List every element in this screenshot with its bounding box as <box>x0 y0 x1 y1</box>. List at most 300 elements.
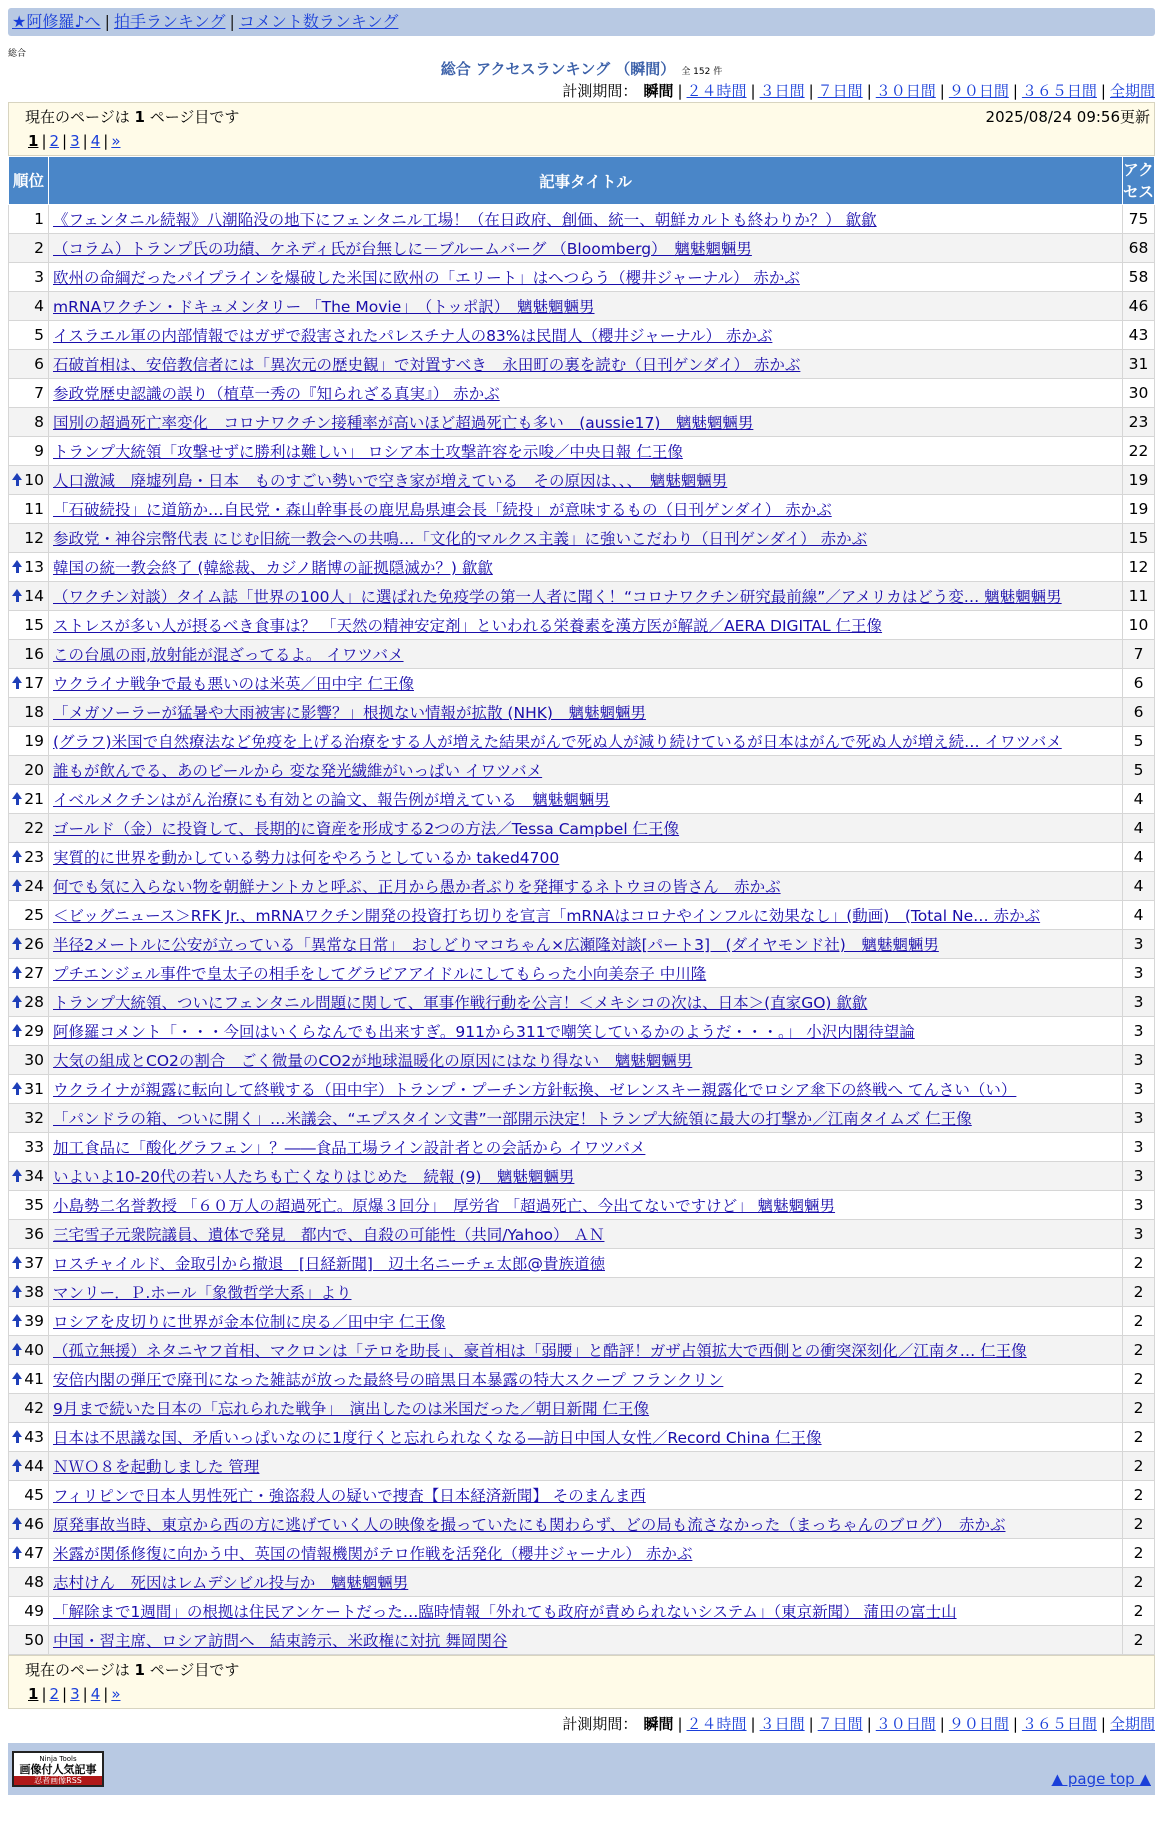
rank-number: 14 <box>24 587 44 605</box>
period-all-link[interactable]: 全期間 <box>1109 82 1155 100</box>
title-cell <box>49 1568 1123 1597</box>
col-title-header: 記事タイトル <box>49 157 1123 205</box>
page-link-3[interactable]: 3 <box>70 1685 80 1703</box>
page-link-3[interactable]: 3 <box>70 132 80 150</box>
table-row <box>9 1365 1155 1394</box>
rank-number: 3 <box>34 268 44 286</box>
rank-up-arrow-icon <box>12 1372 22 1379</box>
rank-number: 28 <box>24 993 44 1011</box>
article-title-link[interactable]: 国別の超過死亡率変化 コロナワクチン接種率が高いほど超過死亡も多い (aussie17) 魑魅魍魎男 <box>53 414 754 432</box>
period-7d-link[interactable]: ７日間 <box>817 82 863 100</box>
rank-number: 27 <box>24 964 44 982</box>
title-cell <box>49 814 1123 843</box>
rank-cell <box>9 205 49 234</box>
period-all-link[interactable]: 全期間 <box>1109 1715 1155 1733</box>
rank-number: 43 <box>24 1428 44 1446</box>
title-cell <box>49 1365 1123 1394</box>
rank-cell <box>9 379 49 408</box>
access-count: 31 <box>1123 350 1155 379</box>
article-title-link[interactable]: 参政党・神谷宗幣代表 にじむ旧統一教会への共鳴…「文化的マルクス主義」に強いこだわり（日刊ゲンダイ） 赤かぶ <box>53 530 868 548</box>
title-cell <box>49 524 1123 553</box>
article-title-link[interactable]: フィリピンで日本人男性死亡・強盗殺人の疑いで捜査【日本経済新聞】 そのまんま西 <box>53 1487 646 1505</box>
article-title-link[interactable]: （ワクチン対談）タイム誌「世界の100人」に選ばれた免疫学の第一人者に聞く！“コロナワクチン研究最前線”／アメリカはどう変… 魑魅魍魎男 <box>53 588 1062 606</box>
article-title-link[interactable]: （孤立無援）ネタニヤフ首相、マクロンは「テロを助長」、豪首相は「弱腰」と酷評！ガザ占領拡大で西側との衝突深刻化／江南タ… 仁王像 <box>53 1342 1027 1360</box>
rank-up-arrow-icon <box>12 1285 22 1292</box>
period-365d-link[interactable]: ３６５日間 <box>1021 1715 1097 1733</box>
article-title-link[interactable]: 米露が関係修復に向かう中、英国の情報機関がテロ作戦を活発化（櫻井ジャーナル） 赤かぶ <box>53 1545 693 1563</box>
rank-cell <box>9 1075 49 1104</box>
article-title-link[interactable]: ＜ビッグニュース＞RFK Jr.、mRNAワクチン開発の投資打ち切りを宣言「mRNAはコロナやインフルに効果なし」(動画) (Total Ne… 赤かぶ <box>53 907 1041 925</box>
access-count: 68 <box>1123 234 1155 263</box>
article-title-link[interactable]: 大気の組成とCO2の割合 ごく微量のCO2が地球温暖化の原因にはなり得ない 魑魅魍魎男 <box>53 1052 693 1070</box>
rank-cell <box>9 814 49 843</box>
table-row <box>9 466 1155 495</box>
title-cell <box>49 350 1123 379</box>
article-title-link[interactable]: 三宅雪子元衆院議員、遺体で発見 都内で、自殺の可能性（共同/Yahoo） ＡＮ <box>53 1226 605 1244</box>
access-count: 3 <box>1123 1191 1155 1220</box>
ninja-tools-badge[interactable] <box>12 1751 104 1787</box>
rank-number: 36 <box>24 1225 44 1243</box>
rank-number: 46 <box>24 1515 44 1533</box>
title-cell <box>49 1452 1123 1481</box>
page-info-bottom <box>8 1655 1155 1709</box>
article-title-link[interactable]: マンリー．Ｐ.ホール「象徴哲学大系」より <box>53 1284 352 1302</box>
table-row <box>9 814 1155 843</box>
table-row <box>9 1133 1155 1162</box>
rank-cell <box>9 263 49 292</box>
table-row <box>9 1249 1155 1278</box>
table-row <box>9 350 1155 379</box>
table-row <box>9 1597 1155 1626</box>
rank-number: 15 <box>24 616 44 634</box>
article-title-link[interactable]: 欧州の命綱だったパイプラインを爆破した米国に欧州の「エリート」はへつらう（櫻井ジャーナル） 赤かぶ <box>53 269 800 287</box>
article-title-link[interactable]: （コラム）トランプ氏の功績、ケネディ氏が台無しに－ブルームバーグ （Bloomberg） 魑魅魍魎男 <box>53 240 752 258</box>
article-title-link[interactable]: 安倍内閣の弾圧で廃刊になった雑誌が放った最終号の暗黒日本暴露の特大スクープ フランクリン <box>53 1371 724 1389</box>
access-count: 6 <box>1123 669 1155 698</box>
access-count: 2 <box>1123 1365 1155 1394</box>
access-count: 4 <box>1123 843 1155 872</box>
rank-cell <box>9 1452 49 1481</box>
updated-timestamp: 2025/08/24 09:56更新 <box>985 108 1150 126</box>
article-title-link[interactable]: 原発事故当時、東京から西の方に逃げていく人の映像を撮っていたにも関わらず、どの局も流さなかった（まっちゃんのブログ） 赤かぶ <box>53 1516 1006 1534</box>
rank-number: 22 <box>24 819 44 837</box>
access-count: 5 <box>1123 756 1155 785</box>
page-link-2[interactable]: 2 <box>49 1685 60 1703</box>
rank-number: 44 <box>24 1457 44 1475</box>
current-page-text: 現在のページは 1 ページ目です <box>25 108 240 126</box>
ranking-table <box>8 156 1155 1655</box>
title-cell <box>49 727 1123 756</box>
title-cell <box>49 1510 1123 1539</box>
rank-cell <box>9 1336 49 1365</box>
article-title-link[interactable]: ＮＷＯ８を起動しました 管理 <box>53 1458 260 1476</box>
rank-cell <box>9 1481 49 1510</box>
badge-sub-text: 忍者画像RSS <box>14 1776 102 1786</box>
rank-number: 25 <box>24 906 44 924</box>
table-row <box>9 437 1155 466</box>
rank-number: 10 <box>24 471 44 489</box>
access-count: 75 <box>1123 205 1155 234</box>
article-title-link[interactable]: 韓国の統一教会終了 (韓総裁、カジノ賭博の証拠隠滅か？) 歙歙 <box>53 559 493 577</box>
rank-cell <box>9 727 49 756</box>
article-title-link[interactable]: 小島勢二名誉教授 「６０万人の超過死亡。原爆３回分」 厚労省 「超過死亡、今出てないですけど」 魑魅魍魎男 <box>53 1197 836 1215</box>
access-count: 43 <box>1123 321 1155 350</box>
rank-up-arrow-icon <box>12 792 22 799</box>
rank-up-arrow-icon <box>12 879 22 886</box>
article-title-link[interactable]: 《フェンタニル続報》八潮陥没の地下にフェンタニル工場！（在日政府、創価、統一、朝鮮カルトも終わりか？） 歙歙 <box>53 211 877 229</box>
rank-number: 35 <box>24 1196 44 1214</box>
rank-up-arrow-icon <box>12 589 22 596</box>
table-row <box>9 1017 1155 1046</box>
footer-bar <box>8 1743 1155 1795</box>
article-title-link[interactable]: 9月まで続いた日本の「忘れられた戦争」 演出したのは米国だった／朝日新聞 仁王像 <box>53 1400 650 1418</box>
rank-number: 33 <box>24 1138 44 1156</box>
title-cell <box>49 1597 1123 1626</box>
table-row <box>9 495 1155 524</box>
access-count: 2 <box>1123 1394 1155 1423</box>
table-row <box>9 1104 1155 1133</box>
article-title-link[interactable]: ウクライナ戦争で最も悪いのは米英／田中宇 仁王像 <box>53 675 414 693</box>
article-title-link[interactable]: 人口激減 廃墟列島・日本 ものすごい勢いで空き家が増えている その原因は、、、 魑魅魍魎男 <box>53 472 728 490</box>
title-cell <box>49 1278 1123 1307</box>
rank-up-arrow-icon <box>12 1256 22 1263</box>
period-30d-link[interactable]: ３０日間 <box>875 1715 936 1733</box>
page-link-2[interactable]: 2 <box>49 132 60 150</box>
rank-cell <box>9 988 49 1017</box>
nav-separator: | <box>104 12 110 31</box>
rank-number: 47 <box>24 1544 44 1562</box>
rank-cell <box>9 1278 49 1307</box>
rank-number: 1 <box>34 210 44 228</box>
title-cell <box>49 872 1123 901</box>
article-title-link[interactable]: プチエンジェル事件で皇太子の相手をしてグラビアアイドルにしてもらった小向美奈子 中川隆 <box>53 965 707 983</box>
title-cell <box>49 1539 1123 1568</box>
article-title-link[interactable]: mRNAワクチン・ドキュメンタリー 「The Movie」 （トッポ訳） 魑魅魍魎男 <box>53 298 595 316</box>
article-title-link[interactable]: いよいよ10-20代の若い人たちも亡くなりはじめた 続報 (9) 魑魅魍魎男 <box>53 1168 575 1186</box>
table-row <box>9 1626 1155 1655</box>
access-count: 2 <box>1123 1481 1155 1510</box>
article-title-link[interactable]: 何でも気に入らない物を朝鮮ナントカと呼ぶ、正月から愚か者ぶりを発揮するネトウヨの皆さん 赤かぶ <box>53 878 781 896</box>
rank-cell <box>9 1104 49 1133</box>
page-next-link[interactable]: » <box>111 1685 121 1703</box>
period-24h-link[interactable]: ２４時間 <box>686 1715 747 1733</box>
table-row <box>9 901 1155 930</box>
article-title-link[interactable]: 阿修羅コメント「・・・今回はいくらなんでも出来すぎ。911から311で嘲笑しているかのようだ・・・。」 小沢内閣待望論 <box>53 1023 915 1041</box>
table-row <box>9 553 1155 582</box>
access-count: 2 <box>1123 1307 1155 1336</box>
page-top-link[interactable]: ▲ page top ▲ <box>1051 1770 1151 1788</box>
access-count: 22 <box>1123 437 1155 466</box>
rank-number: 12 <box>24 529 44 547</box>
title-cell <box>49 1220 1123 1249</box>
rank-up-arrow-icon <box>12 1024 22 1031</box>
period-label: 計測期間： <box>562 1715 638 1733</box>
access-count: 15 <box>1123 524 1155 553</box>
title-cell <box>49 1162 1123 1191</box>
rank-cell <box>9 582 49 611</box>
table-row <box>9 1423 1155 1452</box>
access-count: 2 <box>1123 1626 1155 1655</box>
rank-number: 19 <box>24 732 44 750</box>
rank-cell <box>9 1220 49 1249</box>
clap-ranking-link[interactable]: 拍手ランキング <box>113 12 226 31</box>
article-title-link[interactable]: (グラフ)米国で自然療法など免疫を上げる治療をする人が増えた結果がんで死ぬ人が減り続けているが日本はがんで死ぬ人が増え続… イワツバメ <box>53 733 1062 751</box>
rank-number: 8 <box>34 413 44 431</box>
rank-number: 30 <box>24 1051 44 1069</box>
title-cell <box>49 466 1123 495</box>
rank-cell <box>9 1191 49 1220</box>
rank-number: 48 <box>24 1573 44 1591</box>
title-cell <box>49 1394 1123 1423</box>
rank-cell <box>9 1394 49 1423</box>
access-count: 4 <box>1123 901 1155 930</box>
article-title-link[interactable]: 「パンドラの箱、ついに開く」…米議会、“エプスタイン文書”一部開示決定！トランプ大統領に最大の打撃か／江南タイムズ 仁王像 <box>53 1110 972 1128</box>
table-row <box>9 1568 1155 1597</box>
rank-up-arrow-icon <box>12 966 22 973</box>
rank-number: 4 <box>34 297 44 315</box>
table-row <box>9 321 1155 350</box>
rank-cell <box>9 930 49 959</box>
table-row <box>9 611 1155 640</box>
rank-up-arrow-icon <box>12 1546 22 1553</box>
period-7d-link[interactable]: ７日間 <box>817 1715 863 1733</box>
rank-up-arrow-icon <box>12 937 22 944</box>
access-count: 2 <box>1123 1452 1155 1481</box>
access-count: 3 <box>1123 1133 1155 1162</box>
article-title-link[interactable]: 「メガソーラーが猛暑や大雨被害に影響？」根拠ない情報が拡散 (NHK) 魑魅魍魎男 <box>53 704 646 722</box>
title-cell <box>49 582 1123 611</box>
period-365d-link[interactable]: ３６５日間 <box>1021 82 1097 100</box>
rank-number: 20 <box>24 761 44 779</box>
table-row <box>9 698 1155 727</box>
article-title-link[interactable]: 参政党歴史認識の誤り（植草一秀の『知られざる真実』） 赤かぶ <box>53 385 500 403</box>
rank-number: 6 <box>34 355 44 373</box>
table-row <box>9 872 1155 901</box>
access-count: 3 <box>1123 1220 1155 1249</box>
article-title-link[interactable]: ゴールド（金）に投資して、長期的に資産を形成する2つの方法／Tessa Campbel 仁王像 <box>53 820 680 838</box>
rank-cell <box>9 611 49 640</box>
badge-main-text: 画像付人気記事 <box>19 1763 97 1776</box>
rank-number: 2 <box>34 239 44 257</box>
table-row <box>9 843 1155 872</box>
col-rank-header: 順位 <box>9 157 49 205</box>
article-title-link[interactable]: この台風の雨,放射能が混ざってるよ。 イワツバメ <box>53 646 404 664</box>
rank-number: 39 <box>24 1312 44 1330</box>
title-cell <box>49 959 1123 988</box>
table-row <box>9 524 1155 553</box>
rank-number: 41 <box>24 1370 44 1388</box>
article-title-link[interactable]: 日本は不思議な国、矛盾いっぱいなのに1度行くと忘れられなくなる―訪日中国人女性／Record China 仁王像 <box>53 1429 822 1447</box>
title-cell <box>49 1307 1123 1336</box>
table-row <box>9 988 1155 1017</box>
period-90d-link[interactable]: ９０日間 <box>948 1715 1009 1733</box>
rank-number: 21 <box>24 790 44 808</box>
rank-number: 40 <box>24 1341 44 1359</box>
article-title-link[interactable]: ウクライナが親露に転向して終戦する（田中宇）トランプ・プーチン方針転換、ゼレンスキー親露化でロシア傘下の終戦へ てんさい（い） <box>53 1081 1017 1099</box>
access-count: 3 <box>1123 1046 1155 1075</box>
rank-up-arrow-icon <box>12 995 22 1002</box>
page-current: 1 <box>28 1685 39 1703</box>
table-row <box>9 1510 1155 1539</box>
page-info-top <box>8 102 1155 156</box>
table-row <box>9 727 1155 756</box>
table-row <box>9 1452 1155 1481</box>
title-cell <box>49 553 1123 582</box>
table-row <box>9 263 1155 292</box>
access-count: 3 <box>1123 1017 1155 1046</box>
table-row <box>9 1278 1155 1307</box>
title-cell <box>49 1249 1123 1278</box>
title-cell <box>49 1104 1123 1133</box>
access-count: 23 <box>1123 408 1155 437</box>
page-link-4[interactable]: 4 <box>90 132 101 150</box>
access-count: 5 <box>1123 727 1155 756</box>
rank-number: 9 <box>34 442 44 460</box>
article-title-link[interactable]: 半径2メートルに公安が立っている「異常な日常」 おしどりマコちゃん×広瀬隆対談[パート3] (ダイヤモンド社) 魑魅魍魎男 <box>53 936 939 954</box>
rank-cell <box>9 640 49 669</box>
page-link-4[interactable]: 4 <box>90 1685 101 1703</box>
current-page-text-bottom: 現在のページは 1 ページ目です <box>25 1661 240 1679</box>
title-cell <box>49 321 1123 350</box>
rank-number: 7 <box>34 384 44 402</box>
page-heading <box>8 58 1155 80</box>
table-row <box>9 1220 1155 1249</box>
access-count: 3 <box>1123 1162 1155 1191</box>
table-row <box>9 756 1155 785</box>
rank-number: 37 <box>24 1254 44 1272</box>
period-selector-top: 計測期間： 瞬間 | ２４時間 | ３日間 | ７日間 | ３０日間 | ９０日間 | ３６５日間 | 全期間 <box>562 82 1155 100</box>
rank-cell <box>9 1510 49 1539</box>
title-cell <box>49 785 1123 814</box>
table-row <box>9 408 1155 437</box>
rank-cell <box>9 1249 49 1278</box>
rank-cell <box>9 1597 49 1626</box>
table-row <box>9 1336 1155 1365</box>
access-count: 2 <box>1123 1423 1155 1452</box>
access-count: 10 <box>1123 611 1155 640</box>
period-3d-link[interactable]: ３日間 <box>759 1715 805 1733</box>
rank-number: 34 <box>24 1167 44 1185</box>
table-row <box>9 292 1155 321</box>
page-next-link[interactable]: » <box>111 132 121 150</box>
table-row <box>9 959 1155 988</box>
home-link[interactable]: ★阿修羅♪へ <box>12 12 101 31</box>
access-count: 2 <box>1123 1568 1155 1597</box>
title-cell <box>49 930 1123 959</box>
rank-up-arrow-icon <box>12 1343 22 1350</box>
title-cell <box>49 1481 1123 1510</box>
rank-number: 45 <box>24 1486 44 1504</box>
period-24h-link[interactable]: ２４時間 <box>686 82 747 100</box>
comment-ranking-link[interactable]: コメント数ランキング <box>238 12 399 31</box>
rank-cell <box>9 321 49 350</box>
article-title-link[interactable]: 志村けん 死因はレムデシビル投与か 魑魅魍魎男 <box>53 1574 409 1592</box>
article-title-link[interactable]: 中国・習主席、ロシア訪問へ 結束誇示、米政権に対抗 舞岡関谷 <box>53 1632 508 1650</box>
article-title-link[interactable]: 誰もが飲んでる、あのビールから 変な発光繊維がいっぱい イワツバメ <box>53 762 543 780</box>
title-cell <box>49 901 1123 930</box>
period-30d-link[interactable]: ３０日間 <box>875 82 936 100</box>
table-row <box>9 669 1155 698</box>
table-row <box>9 1307 1155 1336</box>
title-cell <box>49 1423 1123 1452</box>
article-title-link[interactable]: 石破首相は、安倍教信者には「異次元の歴史観」で対置すべき 永田町の裏を読む（日刊ゲンダイ） 赤かぶ <box>53 356 801 374</box>
rank-cell <box>9 959 49 988</box>
rank-cell <box>9 553 49 582</box>
rank-up-arrow-icon <box>12 1430 22 1437</box>
rank-up-arrow-icon <box>12 676 22 683</box>
article-title-link[interactable]: 実質的に世界を動かしている勢力は何をやろうとしているか taked4700 <box>53 849 560 867</box>
access-count: 2 <box>1123 1510 1155 1539</box>
period-3d-link[interactable]: ３日間 <box>759 82 805 100</box>
period-current: 瞬間 <box>643 1715 674 1733</box>
rank-cell <box>9 785 49 814</box>
title-cell <box>49 1046 1123 1075</box>
title-cell <box>49 263 1123 292</box>
rank-up-arrow-icon <box>12 850 22 857</box>
access-count: 19 <box>1123 466 1155 495</box>
rank-number: 16 <box>24 645 44 663</box>
access-count: 6 <box>1123 698 1155 727</box>
article-title-link[interactable]: ストレスが多い人が摂るべき食事は？ 「天然の精神安定剤」といわれる栄養素を漢方医が解説／AERA DIGITAL 仁王像 <box>53 617 883 635</box>
access-count: 2 <box>1123 1597 1155 1626</box>
article-title-link[interactable]: イベルメクチンはがん治療にも有効との論文、報告例が増えている 魑魅魍魎男 <box>53 791 610 809</box>
rank-number: 32 <box>24 1109 44 1127</box>
period-90d-link[interactable]: ９０日間 <box>948 82 1009 100</box>
article-title-link[interactable]: ロスチャイルド、金取引から撤退 [日経新聞] 辺土名ニーチェ太郎@貴族道徳 <box>53 1255 605 1273</box>
access-count: 2 <box>1123 1336 1155 1365</box>
table-row <box>9 582 1155 611</box>
article-title-link[interactable]: 「解除まで1週間」の根拠は住民アンケートだった…臨時情報「外れても政府が責められないシステム」（東京新聞） 蒲田の富士山 <box>53 1603 957 1621</box>
title-cell <box>49 756 1123 785</box>
rank-number: 29 <box>24 1022 44 1040</box>
article-title-link[interactable]: 加工食品に「酸化グラフェン」？――食品工場ライン設計者との会話から イワツバメ <box>53 1139 646 1157</box>
title-cell <box>49 437 1123 466</box>
rank-cell <box>9 234 49 263</box>
badge-top-text: Ninja Tools <box>39 1755 77 1763</box>
table-row <box>9 1162 1155 1191</box>
title-cell <box>49 843 1123 872</box>
rank-cell <box>9 1423 49 1452</box>
pagination-top: 1 | 2 | 3 | 4 | » <box>28 132 121 150</box>
title-cell <box>49 1336 1123 1365</box>
access-count: 4 <box>1123 872 1155 901</box>
table-row <box>9 379 1155 408</box>
title-cell <box>49 1075 1123 1104</box>
rank-number: 26 <box>24 935 44 953</box>
title-cell <box>49 379 1123 408</box>
rank-number: 11 <box>24 500 44 518</box>
rank-cell <box>9 495 49 524</box>
page-current: 1 <box>28 132 39 150</box>
article-title-link[interactable]: トランプ大統領「攻撃せずに勝利は難しい」 ロシア本土攻撃許容を示唆／中央日報 仁王像 <box>53 443 683 461</box>
article-title-link[interactable]: 「石破続投」に道筋か…自民党・森山幹事長の鹿児島県連会長「続投」が意味するもの（日刊ゲンダイ） 赤かぶ <box>53 501 832 519</box>
rank-cell <box>9 698 49 727</box>
table-row <box>9 1481 1155 1510</box>
title-cell <box>49 205 1123 234</box>
access-count: 3 <box>1123 930 1155 959</box>
article-title-link[interactable]: イスラエル軍の内部情報ではガザで殺害されたパレスチナ人の83%は民間人（櫻井ジャーナル） 赤かぶ <box>53 327 773 345</box>
rank-cell <box>9 669 49 698</box>
rank-number: 31 <box>24 1080 44 1098</box>
title-cell <box>49 234 1123 263</box>
access-count: 2 <box>1123 1539 1155 1568</box>
article-title-link[interactable]: ロシアを皮切りに世界が金本位制に戻る／田中宇 仁王像 <box>53 1313 446 1331</box>
access-count: 4 <box>1123 814 1155 843</box>
article-title-link[interactable]: トランプ大統領、ついにフェンタニル問題に関して、軍事作戦行動を公言！＜メキシコの次は、日本＞(直家GO) 歙歙 <box>53 994 868 1012</box>
title-cell <box>49 495 1123 524</box>
title-cell <box>49 1191 1123 1220</box>
title-cell <box>49 611 1123 640</box>
